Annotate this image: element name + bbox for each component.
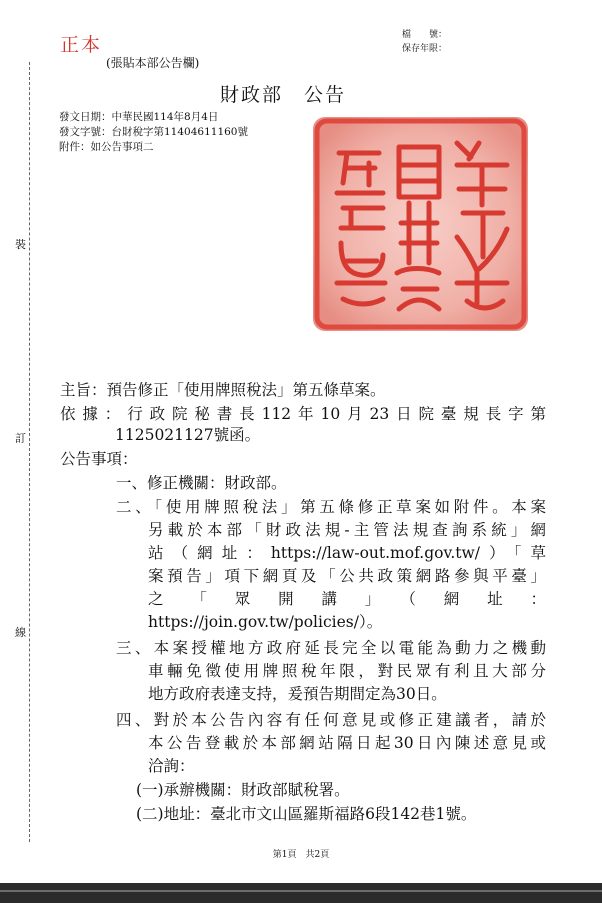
item-4-line-1: 四、對於本公告內容有任何意見或修正建議者，請於 — [116, 711, 546, 729]
binding-mark-ding: 訂 — [15, 432, 26, 445]
document-title: 財政部 公告 — [220, 84, 347, 106]
item-3-line-1: 三、本案授權地方政府延長完全以電能為動力之機動 — [116, 639, 546, 657]
item-3-line-2: 車輛免徵使用牌照稅年限，對民眾有利且大部分 — [148, 662, 546, 680]
item-4-line-3: 洽詢： — [148, 757, 195, 775]
retention-period-label: 保存年限： — [402, 44, 448, 54]
file-number-label: 檔 號： — [402, 30, 448, 40]
document-number: 發文字號：台財稅字第11404611160號 — [59, 126, 248, 138]
official-seal-stamp — [307, 113, 534, 335]
posting-note: (張貼本部公告欄) — [106, 56, 200, 70]
basis-line-2: 1125021127號函。 — [115, 426, 261, 444]
original-copy-mark: 正本 — [60, 34, 103, 56]
binding-mark-xian: 線 — [15, 626, 26, 639]
binding-line — [29, 62, 30, 842]
document-meta — [59, 110, 248, 155]
file-info — [402, 28, 447, 56]
item-2-line-5: 之「眾開講」（網址： — [148, 590, 546, 608]
binding-mark-zhuang: 裝 — [15, 238, 26, 251]
viewer-scroll-track — [0, 890, 602, 892]
item-2-line-2: 另載於本部「財政法規-主管法規查詢系統」網 — [148, 521, 546, 539]
subject-line: 主旨：預告修正「使用牌照稅法」第五條草案。 — [60, 381, 386, 399]
item-2-line-6: https://join.gov.tw/policies/）。 — [148, 613, 383, 631]
item-3-line-3: 地方政府表達支持，爰預告期間定為30日。 — [148, 685, 447, 703]
attachment-note: 附件：如公告事項二 — [59, 141, 154, 153]
item-4-sub-2: (二)地址：臺北市文山區羅斯福路6段142巷1號。 — [136, 805, 477, 823]
item-4-sub-1: (一)承辦機關：財政部賦稅署。 — [136, 781, 350, 799]
item-1: 一、修正機關：財政部。 — [116, 474, 287, 492]
item-2-line-3: 站（網址：https://law-out.mof.gov.tw/）「草 — [148, 544, 546, 562]
issue-date: 發文日期：中華民國114年8月4日 — [59, 111, 219, 123]
viewer-bottom-bar — [0, 883, 602, 903]
item-2-line-1: 二、「使用牌照稅法」第五條修正草案如附件。本案 — [116, 498, 546, 516]
item-4-line-2: 本公告登載於本部網站隔日起30日內陳述意見或 — [148, 734, 546, 752]
basis-line-1: 依據：行政院秘書長112年10月23日院臺規長字第 — [60, 405, 546, 423]
item-2-line-4: 案預告」項下網頁及「公共政策網路參與平臺」 — [148, 567, 546, 585]
announcement-items-heading: 公告事項： — [60, 450, 138, 468]
page-number: 第1頁 共2頁 — [272, 850, 330, 860]
